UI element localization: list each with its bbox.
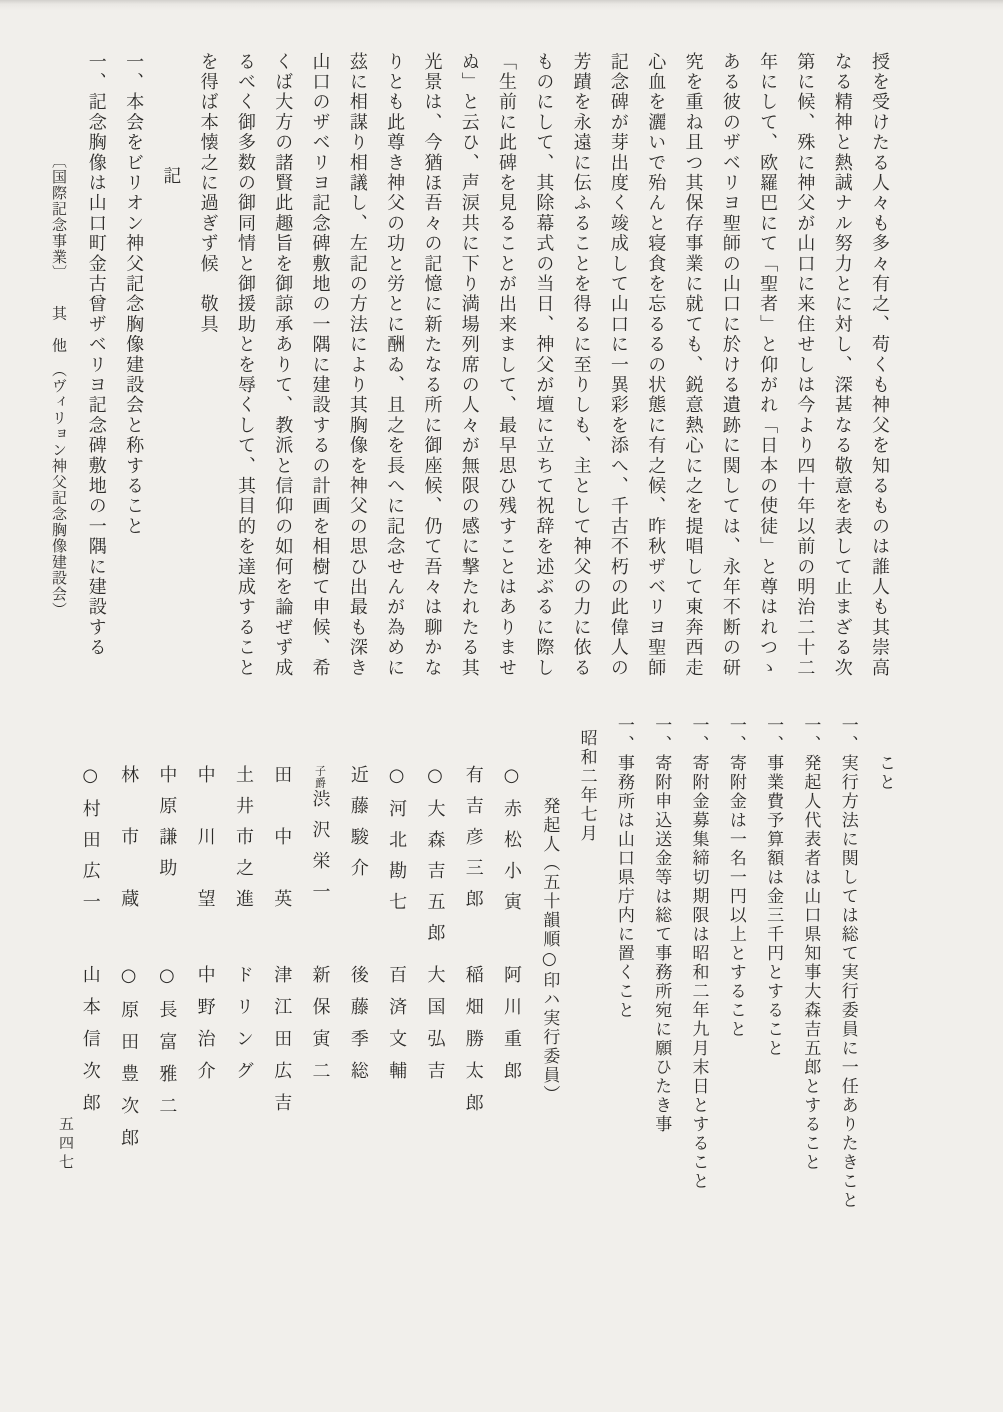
body-column: ものにして、其除幕式の当日、神父が壇に立ちて祝辞を述ぶるに際し [533, 52, 555, 679]
resolution-item: 一、事業費予算額は金三千円とすること [763, 716, 784, 1058]
resolution-item: 一、発起人代表者は山口県知事大森吉五郎とすること [800, 716, 821, 1172]
founder-name-bottom: 後藤季総 [347, 965, 369, 1093]
letter-body [77, 52, 898, 697]
founder-pair [224, 716, 262, 1216]
founder-name-bottom: ○長富雅二 [156, 965, 178, 1128]
founder-name-bottom: ドリング [232, 965, 254, 1093]
founder-name-bottom: 津江田広吉 [271, 965, 293, 1125]
founder-name-top: 田 中 英 [271, 765, 293, 920]
founder-name-bottom: 稲畑勝太郎 [462, 965, 484, 1125]
resolution-item: 一、寄附金は一名一円以上とすること [725, 716, 746, 1039]
founder-pair [185, 716, 223, 1216]
founder-name-bottom: 大国弘吉 [424, 965, 446, 1093]
record-heading: 記 [160, 166, 182, 187]
resolution-item: 一、寄附金募集締切期限は昭和二年九月末日とすること [688, 716, 709, 1191]
founder-name-top: 土井市之進 [232, 765, 254, 920]
body-column: 究を重ね且つ其保存事業に就ても、鋭意熱心に之を提唱して東奔西走 [682, 52, 704, 679]
body-column: 芳蹟を永遠に伝ふることを得るに至りしも、主として神父の力に依る [570, 52, 592, 679]
founder-pair [300, 716, 338, 1216]
founder-name-top: 林 市 蔵 [118, 765, 140, 920]
founder-name-top: 近藤駿介 [347, 765, 369, 889]
list-item: 一、記念胸像は山口町金古曾ザベリヨ記念碑敷地の一隅に建設する [85, 52, 107, 658]
founder-name-top: ○赤松小寅 [501, 765, 523, 923]
body-column: 記念碑が芽出度く竣成して山口に一異彩を添へ、千古不朽の此偉人の [607, 52, 629, 679]
viscount-title-prefix: 子爵 [313, 765, 327, 789]
founder-name-bottom: 百済文輔 [386, 965, 408, 1093]
body-column: 山口のザベリヨ記念碑敷地の一隅に建設するの計画を相樹て申候、希 [309, 52, 331, 679]
founder-pair [339, 716, 377, 1216]
founder-name-top: 子爵渋沢栄一 [309, 765, 331, 913]
body-column: 授を受けたる人々も多々有之、苟くも神父を知るものは誰人も其崇高 [869, 52, 890, 679]
founder-pair [109, 716, 147, 1216]
body-column: ある彼のザベリヨ聖師の山口に於ける遺跡に関しては、永年不断の研 [719, 52, 741, 679]
body-column: るべく御多数の御同情と御援助とを辱くして、其目的を達成すること [234, 52, 256, 679]
body-column: 心血を灑いで殆んと寝食を忘るるの状態に有之候、昨秋ザベリヨ聖師 [645, 52, 667, 679]
body-column: くば大方の諸賢此趣旨を御諒承ありて、教派と信仰の如何を論ぜず成 [272, 52, 294, 679]
founder-name-bottom: 山本信次郎 [79, 965, 101, 1125]
resolution-item: 一、寄附申込送金等は総て事務所宛に願ひたき事 [651, 716, 672, 1134]
resolution-item: 一、実行方法に関しては総て実行委員に一任ありたきこと [837, 716, 858, 1210]
founder-pair [262, 716, 300, 1216]
list-item: 一、本会をビリオン神父記念胸像建設会と称すること [123, 52, 145, 537]
body-column: 光景は、今猶ほ吾々の記憶に新たなる所に御座候、仍て吾々は聊かな [421, 52, 443, 679]
body-column: 「生前に此碑を見ることが出来まして、最早思ひ残すことはありませ [496, 52, 518, 679]
list-item-continuation: こと [875, 754, 895, 792]
resolution-item: 一、事務所は山口県庁内に置くこと [613, 716, 634, 1020]
body-column: 茲に相謀り相議し、左記の方法により其胸像を神父の思ひ出最も深き [346, 52, 368, 679]
body-column: 第に候、殊に神父が山口に来住せしは今より四十年以前の明治二十二 [794, 52, 816, 679]
founder-pair [377, 716, 415, 1216]
founder-name-top: ○河北勘七 [386, 765, 408, 923]
date-line: 昭和二年七月 [576, 729, 597, 843]
founder-name-bottom: 中野治介 [194, 965, 216, 1093]
founder-name-top: 中 川 望 [194, 765, 216, 920]
body-column: 年にして、欧羅巴にて「聖者」と仰がれ「日本の使徒」と尊はれつゝ [757, 52, 779, 679]
founder-name-top: 中原謙助 [156, 765, 178, 889]
body-column: なる精神と熱誠ナル努力とに対し、深甚なる敬意を表して止まざる次 [831, 52, 853, 679]
founder-name-top: ○村田広一 [79, 765, 101, 923]
closing-salutation: を得ば本懐之に過ぎず候 敬具 [197, 52, 219, 335]
body-column: ぬ」と云ひ、声涙共に下り満場列席の人々が無限の感に撃たれたる其 [458, 52, 480, 679]
body-column: りとも此尊き神父の功と労とに酬ゐ、且之を長へに記念せんが為めに [384, 52, 406, 679]
founder-pair [147, 716, 185, 1216]
founder-pair [492, 716, 530, 1216]
founders-heading: 発起人（五十韻順○印ハ実行委員） [539, 797, 560, 1104]
founder-name-bottom: 新保寅二 [309, 965, 331, 1093]
founder-pair [453, 716, 491, 1216]
founder-name-top: 有吉彦三郎 [462, 765, 484, 920]
founder-name-bottom: ○原田豊次郎 [118, 965, 140, 1160]
founder-pair [415, 716, 453, 1216]
margin-note: 〔国際記念事業〕 其 他 （ヴィリョン神父記念胸像建設会） [50, 153, 68, 618]
founder-name-top: ○大森吉五郎 [424, 765, 446, 954]
page-number: 五四七 [57, 1116, 75, 1173]
resolutions-and-founders [70, 716, 903, 1216]
founder-name-bottom: 阿川重郎 [501, 965, 523, 1093]
